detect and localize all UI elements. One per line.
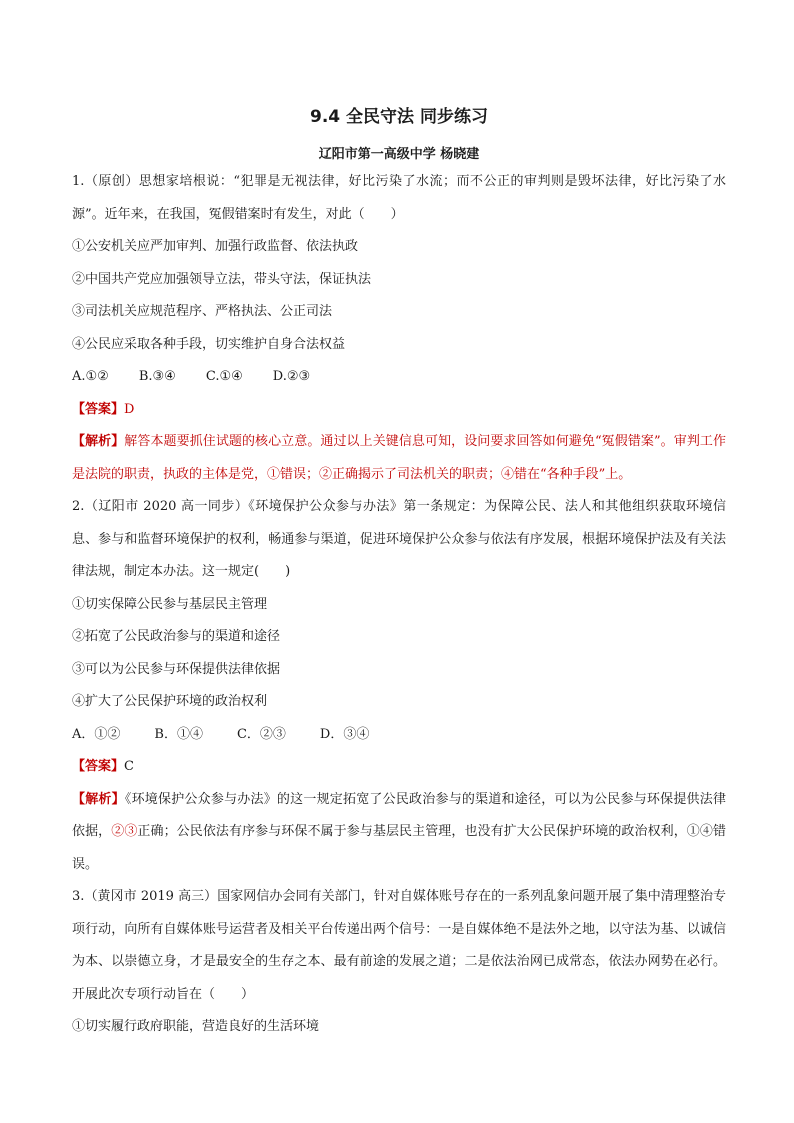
choice-c: C．②③ (236, 726, 286, 742)
question-3-option-1: ①切实履行政府职能，营造良好的生活环境 (72, 1019, 320, 1034)
question-3 (72, 881, 726, 1044)
question-1-stem: 1.（原创）思想家培根说：“犯罪是无视法律，好比污染了水流；而不公正的审判则是毁坏法律，好比污染了水源”。近年来，在我国，冤假错案时有发生，对此（ ） (72, 174, 726, 222)
analysis-text-2: 正确；公民依法有序参与环保不属于参与基层民主管理，也没有扩大公民保护环境的政治权利，①④错误。 (72, 824, 726, 872)
question-2-stem: 2.（辽阳市 2020 高一同步）《环境保护公众参与办法》第一条规定：为保障公民、法人和其他组织获取环境信息、参与和监督环境保护的权利，畅通参与渠道，促进环境保护公众参与依法有序发展，根据环境保护法及有关法律法规，制定本办法。这一规定( ) (72, 499, 726, 579)
question-2-option-4: ④扩大了公民保护环境的政治权利 (72, 694, 268, 709)
question-1-option-4: ④公民应采取各种手段，切实维护自身合法权益 (72, 336, 346, 352)
choice-b: B．①④ (154, 726, 203, 742)
choice-d: D．③④ (319, 726, 370, 742)
page-title: 9.4 全民守法 同步练习 (310, 107, 488, 127)
analysis-label: 【解析】 (72, 434, 125, 449)
question-1-option-3: ③司法机关应规范程序、严格执法、公正司法 (72, 304, 333, 319)
question-1-choices (72, 361, 726, 394)
choice-a: A．①② (72, 726, 121, 742)
choice-a: A.①② (72, 369, 109, 384)
question-2-option-2: ②拓宽了公民政治参与的渠道和途径 (72, 629, 281, 644)
choice-d: D.②③ (272, 369, 311, 384)
question-2-option-3: ③可以为公民参与环保提供法律依据 (72, 661, 281, 677)
question-2-answer (72, 751, 726, 784)
answer-label: 【答案】 (72, 759, 125, 774)
answer-value: D (124, 401, 135, 417)
choice-b: B.③④ (138, 369, 176, 384)
answer-value: C (124, 759, 134, 774)
analysis-label: 【解析】 (72, 791, 125, 807)
question-1 (72, 166, 726, 491)
question-2-choices (72, 719, 726, 752)
question-2-option-1: ①切实保障公民参与基层民主管理 (72, 596, 268, 612)
question-2 (72, 491, 726, 881)
question-2-analysis (72, 784, 726, 882)
page-subtitle: 辽阳市第一高级中学 杨晓建 (318, 147, 480, 162)
question-1-answer (72, 394, 726, 427)
analysis-highlight: ②③ (111, 824, 138, 839)
analysis-text-1: 《环境保护公众参与办法》的这一规定拓宽了公民政治参与的渠道和途径，可以为公民参与环保提供法律依据， (72, 791, 726, 839)
analysis-text: 解答本题要抓住试题的核心立意。通过以上关键信息可知，设问要求回答如何避免“冤假错案”。审判工作是法院的职责，执政的主体是党，①错误；②正确揭示了司法机关的职责；④错在“各种手段”上。 (72, 434, 726, 482)
question-1-option-2: ②中国共产党应加强领导立法，带头守法，保证执法 (72, 271, 372, 287)
question-1-option-1: ①公安机关应严加审判、加强行政监督、依法执政 (72, 239, 359, 254)
question-3-stem: 3.（黄冈市 2019 高三）国家网信办会同有关部门，针对自媒体账号存在的一系列乱象问题开展了集中清理整治专项行动，向所有自媒体账号运营者及相关平台传递出两个信号：一是自媒体绝不是法外之地，以守法为基、以诚信为本、以崇德立身，才是最安全的生存之本、最有前途的发展之道；二是依法治网已成常态，依法办网势在必行。开展此次专项行动旨在（ ） (72, 889, 726, 1002)
document-body (72, 104, 726, 1044)
choice-c: C.①④ (205, 369, 243, 384)
question-1-analysis (72, 426, 726, 491)
answer-label: 【答案】 (72, 401, 125, 417)
